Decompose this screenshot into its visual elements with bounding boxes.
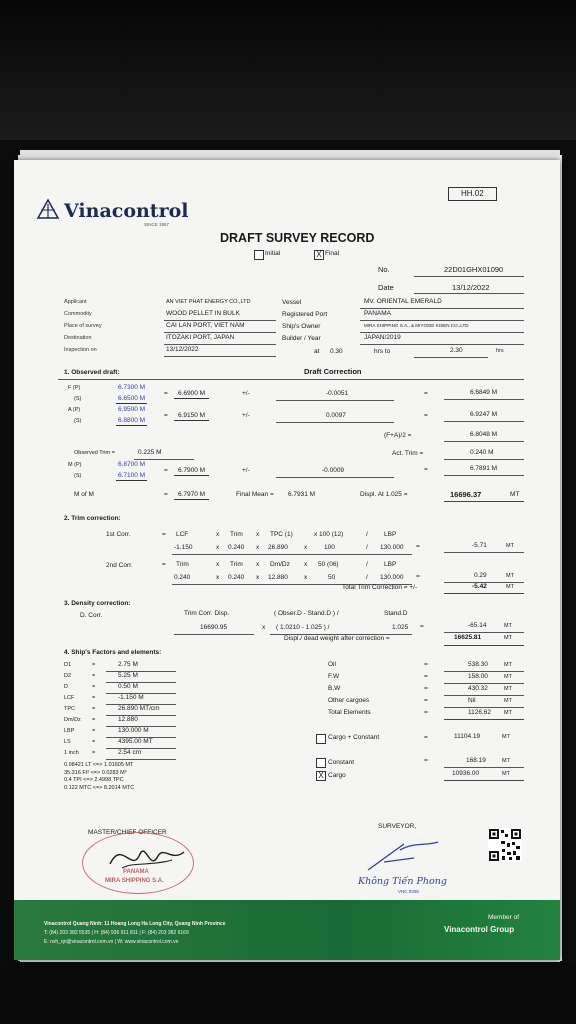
conversion-line: 0.122 MTC <=> 8.2014 MTC <box>64 784 135 791</box>
factor-eq: = <box>92 739 96 745</box>
density-value: -65.14 <box>468 622 487 629</box>
factor-label: D1 <box>64 662 72 668</box>
factor-label: LCF <box>64 695 75 701</box>
f-result: 6.6849 M <box>470 389 498 396</box>
place-label: Place of survey <box>64 323 102 329</box>
factor-eq: = <box>92 695 96 701</box>
element-label: F.W <box>328 673 340 680</box>
draft-survey-document: HH.02 Vinacontrol SINCE 1957 DRAFT SURVEY RECORD Initial X Final No. 22D01GHX01090 Date 13/12/2022 Applicant Commodity Place of survey Destination Inspection on AN VIET PHAT ENERGY CO.,LTD WOOD PELLET IN BULK CAI LAN PORT, VIET NAM ITOZAKI PORT, JAPAN 13/12/2022 Vessel Registered Port Ship's Owner Builder / Year at 0.30 MV. ORIENTAL EMERALD PANAMA MIRA SHIPPING S.A., & MIYOSEI KISEN CO.,LTD JAPAN/2019 hrs to 2.30 hrs 1. Observed draft: Draft Correction F (P) (S) A (P) (S) 6.7300 M 6.6500 M 6.9500 M 6.8800 M = = 6.6900 M 6.9150 M +/- +/- -0.0051 0.0097 = = 6.6849 M 6.9247 M (F+A)/2 = 6.8048 M Observed Trim = 0.225 M Act. Trim = 0.240 M M (P) (S) 6.8700 M 6.7100 M = 6.7900 M +/- -0.0009 = 6.7891 M M of M = 6.7970 M Final Mean = 6.7931 M Displ. At 1.025 = 16696.37 MT 2. Trim correction: 1st Corr. = LCF x Trim x TPC (1) x 100 (12) / LBP -1.150 x 0.240 x 26.890 x 100 / 130.000 = -5.71 MT 2nd Corr. = Trim x Trim x Dm/Dz x 50 (06) / LBP 0.240 x 0.240 x 12.880 x 50 / 130.000 = 0.29 MT Total Trim Correction = +/- -5.42 MT 3. Density correction: D. Corr. Trim Corr. Disp. 16690.95 ( Obser.D - Stand.D ) / Stand.D x ( 1.0210 - 1.025 ) / 1.025 = -65.14 MT Displ./ dead weight after correction = 16625.81 MT 4. Ship's Factors and elements: D1 = 2.75 M D2 = 5.25 M D = 0.50 M LCF = -1.150 M TPC = 26.890 MT/cm Dm/Dz = 12.880 LBP = 130.000 M LS = 4395.00 MT 1 inch = 2.54 cm 0.98421 LT <=> 1.01605 MT 35.316 Ft³ <=> 0.0283 M³ 0.4 TPI <=> 2.4998 TPC 0.122 MTC <=> 8.2014 MTC Oil = 538.30 MT F.W = 158.00 MT B.W = 430.32 MT Other cargoes = Nil MT Total Elements = 1126.62 MT Cargo + Constant = 11104.19 MT Constant = 168.19 MT X Cargo 10936.00 MT MASTER/CHIEF OFFICER PANAMA MIRA SHIPPING S.A. SURVEYOR, Không Tiến Phong VNC 0308 Vinacontrol Quang Ninh: 11 Hoang Long Ha Long City, Quang Ninh Province T: (84) 203 382 5535 | H: (84) 936 911 811 | F: (84) 203 382 6169 E: nvh_qn@vinacontrol.com.vn | W: www.vinacontrol.com.vn Member of Vinacontrol Group <box>14 160 560 960</box>
displ-value: 16696.37 <box>450 490 482 499</box>
trim-corr-disp-label: Trim Corr. Disp. <box>184 610 230 617</box>
stand-value: 1.025 <box>392 624 409 631</box>
final-label: Final <box>325 250 340 257</box>
r1-c1: LCF <box>176 531 189 538</box>
r4-c2: 0.240 <box>228 574 245 581</box>
pm-2: +/- <box>242 412 250 419</box>
conversion-line: 0.4 TPI <=> 2.4998 TPC <box>64 777 124 783</box>
constant-checkbox <box>316 758 326 768</box>
factor-value: 26.890 MT/cm <box>118 705 160 712</box>
eq-6: = <box>424 466 428 473</box>
r2-c4: 100 <box>324 544 335 551</box>
element-eq: = <box>424 697 428 704</box>
fa2-label: (F+A)/2 = <box>384 432 412 439</box>
a-mean: 6.9150 M <box>174 413 209 421</box>
destination-value: ITOZAKI PORT, JAPAN <box>166 334 235 341</box>
m-result: 6.7891 M <box>470 465 498 472</box>
factor-value: 4395.00 MT <box>118 738 153 745</box>
as-label: (S) <box>74 418 82 424</box>
no-label: No. <box>378 265 390 274</box>
port-value: PANAMA <box>364 310 391 317</box>
element-label: Oil <box>328 661 336 668</box>
factor-label: LBP <box>64 728 75 734</box>
element-unit: MT <box>504 662 512 668</box>
qr-code-icon <box>488 828 522 862</box>
displ-after-unit: MT <box>504 635 512 641</box>
cargo-label: Cargo <box>328 772 346 779</box>
displ-after-value: 16625.81 <box>454 634 482 641</box>
total-trim-label: Total Trim Correction = +/- <box>342 584 418 591</box>
section2-title: 2. Trim correction: <box>64 515 121 522</box>
displ-label: Displ. At 1.025 = <box>360 491 408 498</box>
element-unit: MT <box>504 710 512 716</box>
fs-value: 6.6500 M <box>118 395 146 402</box>
total-trim-value: -5.42 <box>472 583 487 590</box>
r4-x2: x <box>256 574 260 581</box>
element-value: 538.30 <box>468 661 488 668</box>
final-mean-value: 6.7931 M <box>288 491 316 498</box>
factor-value: -1.150 M <box>118 694 144 701</box>
r3-c5: LBP <box>384 561 397 568</box>
r4-c3: 12.880 <box>268 574 288 581</box>
factor-eq: = <box>92 684 96 690</box>
trim-corr-disp-value: 16690.95 <box>200 624 228 631</box>
ap-value: 6.9500 M <box>118 406 146 413</box>
hrs-label: hrs <box>496 348 504 354</box>
master-signature <box>102 834 192 884</box>
inspection-value: 13/12/2022 <box>166 346 199 353</box>
no-value: 22D01GHX01090 <box>444 265 504 274</box>
act-trim-label: Act. Trim = <box>392 450 424 457</box>
vessel-value: MV. ORIENTAL EMERALD <box>364 298 442 305</box>
element-label: Other cargoes <box>328 697 370 704</box>
factor-eq: = <box>92 673 96 679</box>
r2-c1: -1.150 <box>174 544 193 551</box>
factor-value: 12.880 <box>118 716 138 723</box>
commodity-value: WOOD PELLET IN BULK <box>166 310 240 317</box>
final-mean-label: Final Mean = <box>236 491 274 498</box>
mp-label: M (P) <box>68 462 82 468</box>
fp-value: 6.7300 M <box>118 384 146 391</box>
form-code: HH.02 <box>448 187 497 201</box>
builder-value: JAPAN/2019 <box>364 334 401 341</box>
element-unit: MT <box>504 686 512 692</box>
applicant-label: Applicant <box>64 299 87 305</box>
owner-label: Ship's Owner <box>282 323 321 330</box>
surveyor-signature <box>364 836 444 876</box>
eq-8: = <box>162 531 166 538</box>
factor-eq: = <box>92 750 96 756</box>
obser-label: ( Obser.D - Stand.D ) / <box>274 610 339 617</box>
inspection-label: Inspection on <box>64 347 97 353</box>
density-unit: MT <box>504 623 512 629</box>
second-corr-value: 0.29 <box>474 572 487 579</box>
factor-label: D <box>64 684 68 690</box>
section4-title: 4. Ship's Factors and elements: <box>64 649 162 656</box>
cargo-constant-checkbox <box>316 734 326 744</box>
eq-1: = <box>164 390 168 397</box>
r2-x1: x <box>216 544 220 551</box>
background-bottom <box>0 962 576 1024</box>
draft-correction-title: Draft Correction <box>304 367 362 376</box>
footer-email: E: nvh_qn@vinacontrol.com.vn | W: www.vinacontrol.com.vn <box>44 939 179 945</box>
surveyor-label: SURVEYOR, <box>378 823 417 830</box>
eq-4: = <box>424 412 428 419</box>
m-of-m-value: 6.7970 M <box>174 492 209 500</box>
footer-address: Vinacontrol Quang Ninh: 11 Hoang Long Ha Long City, Quang Ninh Province <box>44 921 226 927</box>
factor-eq: = <box>92 662 96 668</box>
factor-label: TPC <box>64 706 75 712</box>
factor-label: 1 inch <box>64 750 79 756</box>
constant-value: 168.19 <box>466 757 486 764</box>
element-unit: MT <box>504 674 512 680</box>
r1-x1: x <box>216 531 220 538</box>
constant-label: Constant <box>328 759 355 766</box>
constant-unit: MT <box>502 758 510 764</box>
at-value: 0.30 <box>330 348 343 355</box>
date-label: Date <box>378 283 394 292</box>
cargo-constant-label: Cargo + Constant <box>328 734 380 741</box>
second-corr-label: 2nd Corr. <box>106 562 133 569</box>
ms-value: 6.7100 M <box>118 472 146 479</box>
mp-value: 6.8700 M <box>118 461 146 468</box>
element-eq: = <box>424 661 428 668</box>
element-eq: = <box>424 685 428 692</box>
displ-after-label: Displ./ dead weight after correction = <box>284 635 390 642</box>
first-corr-label: 1st Corr. <box>106 531 131 538</box>
stamp-line2: MIRA SHIPPING S.A. <box>105 878 164 884</box>
first-corr-unit: MT <box>506 543 514 549</box>
second-corr-unit: MT <box>506 573 514 579</box>
r3-c3: Dm/Dz <box>270 561 290 568</box>
r3-c2: Trim <box>230 561 243 568</box>
factor-value: 2.54 cm <box>118 749 142 756</box>
eq-3: = <box>424 390 428 397</box>
master-label: MASTER/CHIEF OFFICER <box>88 829 167 836</box>
m-of-m-label: M of M <box>74 491 94 498</box>
eq-5: = <box>164 467 168 474</box>
act-trim-value: 0.240 M <box>470 449 494 456</box>
r2-c5: 130.000 <box>380 544 404 551</box>
r3-x2: x <box>256 561 260 568</box>
r1-c4: x 100 (12) <box>314 531 344 538</box>
obser-values: ( 1.0210 - 1.025 ) / <box>276 624 330 631</box>
r2-x2: x <box>256 544 260 551</box>
commodity-label: Commodity <box>64 311 92 317</box>
final-checkbox: X <box>314 250 324 260</box>
background-top <box>0 0 576 140</box>
obs-trim-value: 0.225 M <box>138 449 162 456</box>
displ-unit: MT <box>510 491 520 498</box>
element-value: 1126.62 <box>468 709 492 716</box>
surveyor-name: Không Tiến Phong <box>358 876 447 887</box>
element-label: B.W <box>328 685 341 692</box>
density-x: x <box>262 624 266 631</box>
r2-c2: 0.240 <box>228 544 245 551</box>
factor-eq: = <box>92 706 96 712</box>
r1-x2: x <box>256 531 260 538</box>
r1-c5: LBP <box>384 531 397 538</box>
company-name: Vinacontrol <box>64 200 189 222</box>
port-label: Registered Port <box>282 311 328 318</box>
at-label: at <box>314 348 320 355</box>
r4-c1: 0.240 <box>174 574 191 581</box>
pm-3: +/- <box>242 467 250 474</box>
vessel-label: Vessel <box>282 299 302 306</box>
a-result: 6.9247 M <box>470 411 498 418</box>
fa2-value: 6.8048 M <box>470 431 498 438</box>
initial-checkbox <box>254 250 264 260</box>
total-trim-unit: MT <box>506 584 514 590</box>
stamp-text: PANAMA <box>123 869 149 875</box>
to-value: 2.30 <box>450 347 463 354</box>
f-correction: -0.0051 <box>326 390 349 397</box>
factor-label: D2 <box>64 673 72 679</box>
conversion-line: 35.316 Ft³ <=> 0.0283 M³ <box>64 769 127 776</box>
destination-label: Destination <box>64 335 92 341</box>
factor-label: LS <box>64 739 71 745</box>
page-title: DRAFT SURVEY RECORD <box>220 231 375 245</box>
builder-label: Builder / Year <box>282 335 321 342</box>
group-name: Vinacontrol Group <box>444 925 515 934</box>
r2-x3: x <box>304 544 308 551</box>
member-of-label: Member of <box>488 914 520 921</box>
place-value: CAI LAN PORT, VIET NAM <box>166 322 245 329</box>
factor-eq: = <box>92 728 96 734</box>
as-value: 6.8800 M <box>118 417 146 424</box>
cargo-constant-value: 11104.19 <box>454 733 481 740</box>
cargo-checkbox: X <box>316 771 326 781</box>
applicant-value: AN VIET PHAT ENERGY CO.,LTD <box>166 299 251 305</box>
eq-2: = <box>164 412 168 419</box>
r3-x1: x <box>216 561 220 568</box>
factor-value: 130.000 M <box>118 727 149 734</box>
d-corr-label: D. Corr. <box>80 612 103 619</box>
factor-eq: = <box>92 717 96 723</box>
stand-label: Stand.D <box>384 610 408 617</box>
ap-label: A (P) <box>68 407 81 413</box>
element-eq: = <box>424 709 428 716</box>
element-eq: = <box>424 673 428 680</box>
factor-label: Dm/Dz <box>64 717 81 723</box>
company-since: SINCE 1957 <box>144 222 170 227</box>
r3-c1: Trim <box>176 561 189 568</box>
f-mean: 6.6900 M <box>174 391 209 399</box>
section1-title: 1. Observed draft: <box>64 369 120 376</box>
factor-value: 0.50 M <box>118 683 138 690</box>
cargo-constant-unit: MT <box>502 734 510 740</box>
obs-trim-label: Observed Trim = <box>74 450 115 456</box>
footer-phones: T: (84) 203 382 5535 | H: (84) 936 911 811 | F: (84) 203 382 6169 <box>44 930 189 936</box>
r1-c3: TPC (1) <box>270 531 293 538</box>
cargo-value: 10936.00 <box>452 770 480 777</box>
owner-value: MIRA SHIPPING S.A., & MIYOSEI KISEN CO.,LTD <box>364 323 469 328</box>
section3-title: 3. Density correction: <box>64 600 131 607</box>
element-unit: MT <box>504 698 512 704</box>
cargo-unit: MT <box>502 771 510 777</box>
m-mean: 6.7900 M <box>174 468 209 476</box>
element-value: 158.00 <box>468 673 488 680</box>
eq-7: = <box>164 491 168 498</box>
r4-x3: x <box>304 574 308 581</box>
initial-label: Initial <box>265 250 281 257</box>
r4-c4: 50 <box>328 574 336 581</box>
hrs-to-label: hrs to <box>374 348 391 355</box>
a-correction: 0.0097 <box>326 412 346 419</box>
pm-1: +/- <box>242 390 250 397</box>
r3-c4: 50 (06) <box>318 561 339 568</box>
r1-c2: Trim <box>230 531 243 538</box>
vinacontrol-logo-icon <box>36 198 60 222</box>
r4-x1: x <box>216 574 220 581</box>
fp-label: F (P) <box>68 385 81 391</box>
r2-c3: 26.890 <box>268 544 288 551</box>
factor-value: 5.25 M <box>118 672 138 679</box>
m-correction: -0.0009 <box>322 467 345 474</box>
element-value: 430.32 <box>468 685 488 692</box>
r3-x3: x <box>304 561 308 568</box>
conversion-line: 0.98421 LT <=> 1.01605 MT <box>64 762 134 768</box>
factor-value: 2.75 M <box>118 661 138 668</box>
element-label: Total Elements <box>328 709 371 716</box>
element-value: Nil <box>468 697 476 704</box>
date-value: 13/12/2022 <box>452 283 490 292</box>
r4-c5: 130.000 <box>380 574 404 581</box>
ms-label: (S) <box>74 473 82 479</box>
document-footer <box>14 900 560 960</box>
surveyor-stamp: VNC 0308 <box>398 889 419 894</box>
fs-label: (S) <box>74 396 82 402</box>
first-corr-value: -5.71 <box>472 542 487 549</box>
